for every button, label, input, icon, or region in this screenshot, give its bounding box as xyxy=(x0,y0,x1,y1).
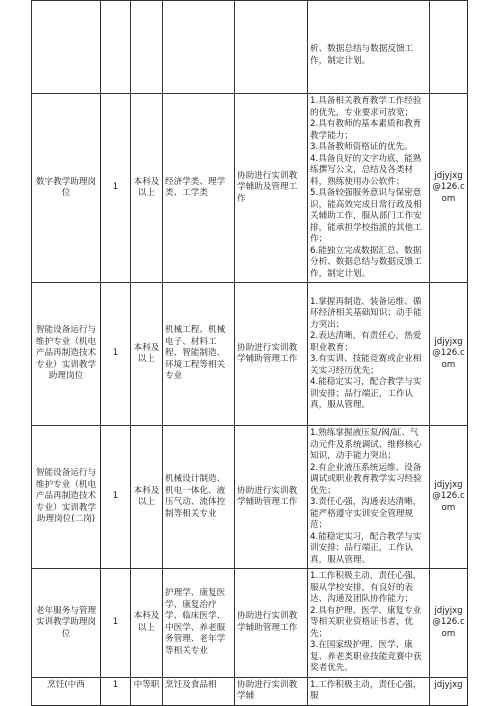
duty-cell: 协助进行实训教学辅助管理工作 xyxy=(235,283,308,426)
requirement-line: 2.具有教师的基本素质和教育教学能力； xyxy=(310,119,422,141)
requirement-line: 3.责任心强，沟通表达清晰，能严格遵守实训安全管理规范； xyxy=(310,497,422,530)
requirement-line: 3.在国家级护理、医学、康复、养老类职业技能竞赛中获奖者优先。 xyxy=(310,640,422,673)
requirements-cell xyxy=(308,283,430,426)
requirement-line: 1.具备相关教育教学工作经验的优先，专业要求可放宽； xyxy=(310,96,422,118)
requirement-line: 析、数据总结与数据反馈工作，制定计划。 xyxy=(310,44,414,66)
email-cell: jdjyjxg@126.com xyxy=(430,569,468,678)
email-cell: jdjyjxg@126.com xyxy=(430,94,468,283)
position-name-cell: 数字教学助理岗位 xyxy=(32,94,101,283)
requirement-line: 3.有实训、技能竞赛或企业相关实习经历优先； xyxy=(310,354,422,376)
requirement-line: 4.具备良好的文字功底，能熟练撰写公文，总结及各类材料，熟练使用办公软件； xyxy=(310,153,422,187)
requirements-cell xyxy=(308,426,430,569)
duty-cell: 协助进行实训教学辅助及管理工作 xyxy=(235,94,308,283)
duty-cell xyxy=(235,1,308,94)
requirements-cell xyxy=(308,569,430,678)
education-cell: 中等职 xyxy=(131,677,163,705)
headcount-cell xyxy=(101,1,131,94)
major-cell: 烹饪及食品相 xyxy=(163,677,235,705)
requirement-line: 6.能独立完成数据汇总、数据分析、数据总结与数据反馈工作，制定计划。 xyxy=(310,245,422,279)
email-cell: jdjyjxg xyxy=(430,677,468,705)
position-name-cell: 烹饪(中西 xyxy=(32,677,101,705)
table-row xyxy=(32,94,468,283)
position-name-cell: 智能设备运行与维护专业（机电产品再制造技术专业）实训教学助理岗位 xyxy=(32,283,101,426)
requirement-line: 1.工作积极主动，责任心强，服从学校安排，有良好的表达、沟通及团队协作能力； xyxy=(310,571,422,604)
duty-cell: 协助进行实训教学辅助管理工作 xyxy=(235,426,308,569)
requirement-line: 5.具备较强服务意识与保密意识，能高效完成日常行政及相关辅助工作，服从部门工作安排，能承担学校指派的其他工作； xyxy=(310,188,422,244)
email-cell xyxy=(430,1,468,94)
duty-cell: 协助进行实训教学辅助管理工作 xyxy=(235,569,308,678)
major-cell xyxy=(163,1,235,94)
requirement-line: 2.具有护理、医学、康复专业等相关职业资格证书者，优先； xyxy=(310,605,422,639)
requirement-line: 3.具备教师资格证的优先。 xyxy=(310,142,413,152)
headcount-cell: 1 xyxy=(101,677,131,705)
headcount-cell: 1 xyxy=(101,94,131,283)
email-cell: jdjyjxg@126.com xyxy=(430,283,468,426)
education-cell: 本科及以上 xyxy=(131,283,163,426)
job-table xyxy=(31,0,468,706)
table-row xyxy=(32,569,468,678)
requirements-cell xyxy=(308,677,430,705)
requirements-cell xyxy=(308,94,430,283)
position-name-cell xyxy=(32,1,101,94)
education-cell: 本科及以上 xyxy=(131,94,163,283)
major-cell: 机械设计制造、机电一体化、液压气动、流体控制等相关专业 xyxy=(163,426,235,569)
table-row xyxy=(32,426,468,569)
requirement-line: 4.能稳定实习，配合教学与实训安排；品行端正，工作认真，服从管理。 xyxy=(310,377,422,410)
email-cell: jdjyjxg@126.com xyxy=(430,426,468,569)
requirement-line: 1.掌握再制造、装备运维、循环经济相关基础知识；动手能力突出； xyxy=(310,296,422,330)
headcount-cell: 1 xyxy=(101,569,131,678)
requirement-line: 2.有企业液压系统运维、设备调试或职业教育教学实习经验优先； xyxy=(310,462,422,496)
position-name-cell: 智能设备运行与维护专业（机电产品再制造技术专业）实训教学助理岗位(二岗) xyxy=(32,426,101,569)
headcount-cell: 1 xyxy=(101,426,131,569)
requirement-line: 4.能稳定实习，配合教学与实训安排；品行端正，工作认真，服从管理。 xyxy=(310,531,422,565)
table-row xyxy=(32,283,468,426)
education-cell: 本科及以上 xyxy=(131,426,163,569)
position-name-cell: 老年服务与管理实训教学助理岗位 xyxy=(32,569,101,678)
major-cell: 经济学类、理学类、工学类 xyxy=(163,94,235,283)
requirement-line: 1.工作积极主动，责任心强，服 xyxy=(310,679,422,701)
education-cell xyxy=(131,1,163,94)
headcount-cell: 1 xyxy=(101,283,131,426)
requirement-line: 2.表达清晰，有责任心，热爱职业教育； xyxy=(310,331,422,353)
education-cell: 本科及以上 xyxy=(131,569,163,678)
table-row xyxy=(32,677,468,705)
major-cell: 机械工程、机械电子、材料工程、智能制造、环境工程等相关专业 xyxy=(163,283,235,426)
table-row xyxy=(32,1,468,94)
requirement-line: 1.熟练掌握液压泵/阀/缸、气动元件及系统调试、维修核心知识，动手能力突出； xyxy=(310,428,422,461)
duty-cell: 协助进行实训教学辅 xyxy=(235,677,308,705)
requirements-cell xyxy=(308,1,430,94)
major-cell: 护理学、康复医学、康复治疗学、临床医学、中医学、养老服务管理、老年学等相关专业 xyxy=(163,569,235,678)
